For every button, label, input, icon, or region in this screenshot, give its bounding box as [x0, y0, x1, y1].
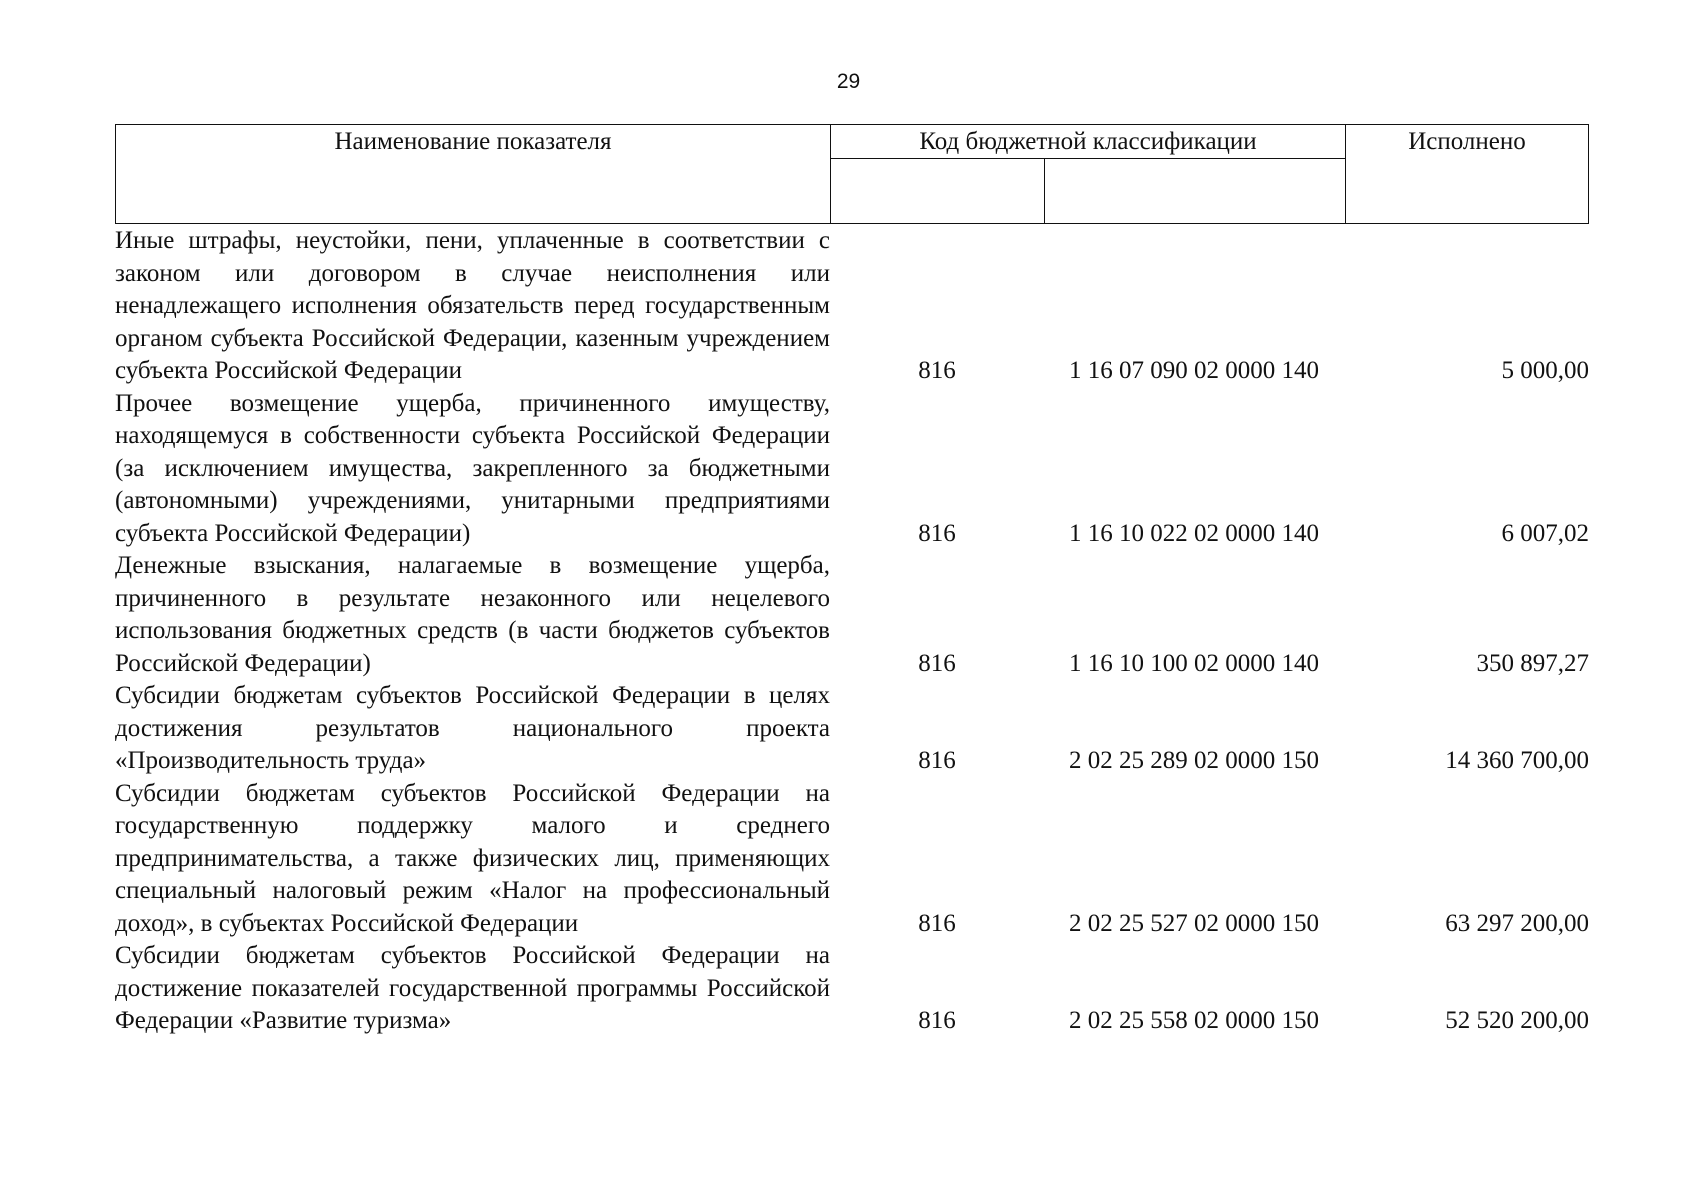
row-indicator-name: Субсидии бюджетам субъектов Российской Федерации в целях достижения результатов национального проекта «Производительность труда»: [115, 682, 830, 774]
page-number: 29: [836, 70, 861, 93]
row-budget-code: 2 02 25 289 02 0000 150: [1069, 747, 1319, 774]
header-executed: Исполнено: [1345, 125, 1588, 223]
row-budget-code: 1 16 10 022 02 0000 140: [1069, 519, 1319, 547]
table-row: [115, 680, 1589, 778]
row-indicator-name: Иные штрафы, неустойки, пени, уплаченные в соответствии с законом или договором в случае неисполнения или ненадлежащего исполнения обязательств перед государственным органом субъекта Российской Федерации, казенным учреждением субъекта Российской Федерации: [115, 227, 830, 384]
row-amount: 63 297 200,00: [1445, 909, 1589, 937]
row-amount: 5 000,00: [1501, 357, 1589, 384]
header-code-admin-cell: [831, 159, 1045, 223]
header-indicator-name: Наименование показателя: [116, 125, 831, 223]
row-indicator-name: Субсидии бюджетам субъектов Российской Федерации на достижение показателей государственной программы Российской Федерации «Развитие туризма»: [115, 942, 830, 1034]
row-budget-code: 2 02 25 527 02 0000 150: [1069, 909, 1319, 937]
row-admin-code: 816: [918, 649, 956, 677]
header-code-classification-cell: [1045, 159, 1345, 223]
row-amount: 350 897,27: [1476, 649, 1589, 677]
table-row: [115, 940, 1589, 1038]
row-admin-code: 816: [918, 747, 956, 774]
row-admin-code: 816: [918, 519, 956, 547]
table-row: [115, 778, 1589, 941]
table-row: [115, 388, 1589, 551]
row-amount: 6 007,02: [1501, 519, 1589, 547]
row-budget-code: 2 02 25 558 02 0000 150: [1069, 1007, 1319, 1034]
header-budget-code: Код бюджетной классификации: [831, 125, 1345, 159]
row-budget-code: 1 16 10 100 02 0000 140: [1069, 649, 1319, 677]
row-amount: 52 520 200,00: [1445, 1007, 1589, 1034]
row-budget-code: 1 16 07 090 02 0000 140: [1069, 357, 1319, 384]
row-amount: 14 360 700,00: [1445, 747, 1589, 774]
table-row: [115, 550, 1589, 680]
row-admin-code: 816: [918, 357, 956, 384]
row-admin-code: 816: [918, 909, 956, 937]
table-row: [115, 225, 1589, 388]
row-indicator-name: Субсидии бюджетам субъектов Российской Федерации на государственную поддержку малого и среднего предпринимательства, а также физических лиц, применяющих специальный налоговый режим «Налог на профессиональный доход», в субъектах Российской Федерации: [115, 779, 830, 937]
table-header: [115, 124, 1589, 224]
table-body: [115, 225, 1589, 1038]
row-admin-code: 816: [918, 1007, 956, 1034]
row-indicator-name: Прочее возмещение ущерба, причиненного имуществу, находящемуся в собственности субъекта Российской Федерации (за исключением имущества, закрепленного за бюджетными (автономными) учреждениями, унитарными предприятиями субъекта Российской Федерации): [115, 389, 830, 547]
row-indicator-name: Денежные взыскания, налагаемые в возмещение ущерба, причиненного в результате незаконного или нецелевого использования бюджетных средств (в части бюджетов субъектов Российской Федерации): [115, 552, 830, 677]
